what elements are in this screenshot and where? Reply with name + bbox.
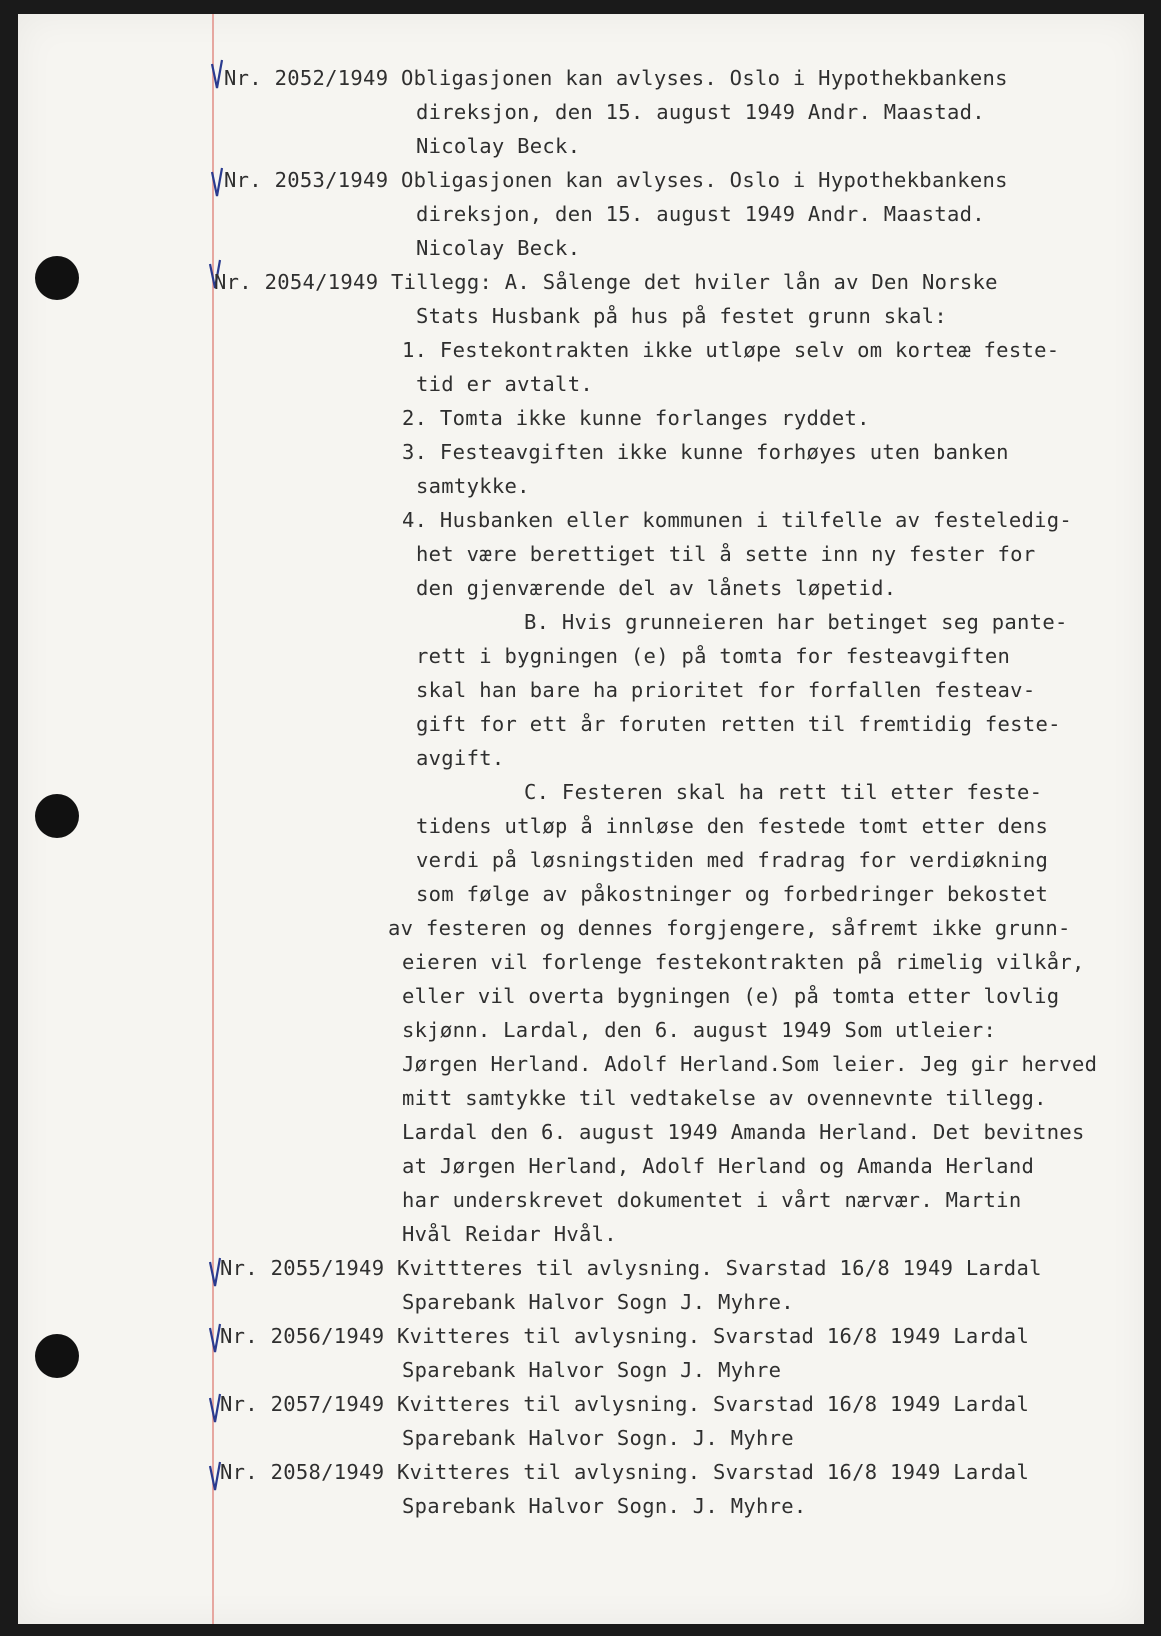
text-line: verdi på løsningstiden med fradrag for verdiøkning <box>416 848 1049 872</box>
text-line: Nicolay Beck. <box>416 134 581 158</box>
check-mark-icon <box>210 166 224 200</box>
text-line: tidens utløp å innløse den festede tomt etter dens <box>416 814 1049 838</box>
text-line: skal han bare ha prioritet for forfallen festeav- <box>416 678 1036 702</box>
text-line: eieren vil forlenge festekontrakten på rimelig vilkår, <box>402 950 1085 974</box>
text-line: Stats Husbank på hus på festet grunn skal: <box>416 304 947 328</box>
text-line: B. Hvis grunneieren har betinget seg pante- <box>524 610 1068 634</box>
text-line: Hvål Reidar Hvål. <box>402 1222 617 1246</box>
text-line: gift for ett år foruten retten til fremtidig feste- <box>416 712 1061 736</box>
text-line: Sparebank Halvor Sogn J. Myhre <box>402 1358 782 1382</box>
text-line: at Jørgen Herland, Adolf Herland og Amanda Herland <box>402 1154 1035 1178</box>
text-line: mitt samtykke til vedtakelse av ovennevnte tillegg. <box>402 1086 1047 1110</box>
text-line: Nr. 2054/1949 Tillegg: A. Sålenge det hviler lån av Den Norske <box>214 270 998 294</box>
text-line: het være berettiget til å sette inn ny fester for <box>416 542 1036 566</box>
text-line: den gjenværende del av lånets løpetid. <box>416 576 897 600</box>
text-line: 2. Tomta ikke kunne forlanges ryddet. <box>402 406 870 430</box>
text-line: av festeren og dennes forgjengere, såfremt ikke grunn- <box>388 916 1071 940</box>
text-line: Nr. 2058/1949 Kvitteres til avlysning. Svarstad 16/8 1949 Lardal <box>220 1460 1030 1484</box>
punch-hole <box>35 1334 79 1378</box>
text-line: Nr. 2052/1949 Obligasjonen kan avlyses. Oslo i Hypothekbankens <box>224 66 1008 90</box>
text-line: tid er avtalt. <box>416 372 593 396</box>
text-line: 1. Festekontrakten ikke utløpe selv om korteæ feste- <box>402 338 1060 362</box>
text-line: skjønn. Lardal, den 6. august 1949 Som utleier: <box>402 1018 997 1042</box>
check-mark-icon <box>210 58 224 92</box>
text-line: eller vil overta bygningen (e) på tomta etter lovlig <box>402 984 1060 1008</box>
text-line: Sparebank Halvor Sogn. J. Myhre. <box>402 1494 807 1518</box>
text-line: Sparebank Halvor Sogn J. Myhre. <box>402 1290 794 1314</box>
punch-hole <box>35 794 79 838</box>
text-line: direksjon, den 15. august 1949 Andr. Maastad. <box>416 202 985 226</box>
text-line: Jørgen Herland. Adolf Herland.Som leier. Jeg gir herved <box>402 1052 1098 1076</box>
punch-hole <box>35 256 79 300</box>
text-line: Nr. 2057/1949 Kvitteres til avlysning. Svarstad 16/8 1949 Lardal <box>220 1392 1030 1416</box>
text-line: Nr. 2055/1949 Kvittteres til avlysning. Svarstad 16/8 1949 Lardal <box>220 1256 1042 1280</box>
margin-rule <box>212 14 214 1624</box>
text-line: direksjon, den 15. august 1949 Andr. Maastad. <box>416 100 985 124</box>
text-line: 4. Husbanken eller kommunen i tilfelle av festeledig- <box>402 508 1073 532</box>
text-line: Nicolay Beck. <box>416 236 581 260</box>
text-line: som følge av påkostninger og forbedringer bekostet <box>416 882 1049 906</box>
text-line: C. Festeren skal ha rett til etter feste- <box>524 780 1043 804</box>
text-line: har underskrevet dokumentet i vårt nærvær. Martin <box>402 1188 1022 1212</box>
text-line: rett i bygningen (e) på tomta for festeavgiften <box>416 644 1011 668</box>
text-line: Lardal den 6. august 1949 Amanda Herland. Det bevitnes <box>402 1120 1085 1144</box>
text-line: samtykke. <box>416 474 530 498</box>
text-line: Sparebank Halvor Sogn. J. Myhre <box>402 1426 794 1450</box>
text-line: 3. Festeavgiften ikke kunne forhøyes uten banken <box>402 440 1009 464</box>
text-line: avgift. <box>416 746 505 770</box>
text-line: Nr. 2053/1949 Obligasjonen kan avlyses. Oslo i Hypothekbankens <box>224 168 1008 192</box>
text-line: Nr. 2056/1949 Kvitteres til avlysning. Svarstad 16/8 1949 Lardal <box>220 1324 1030 1348</box>
